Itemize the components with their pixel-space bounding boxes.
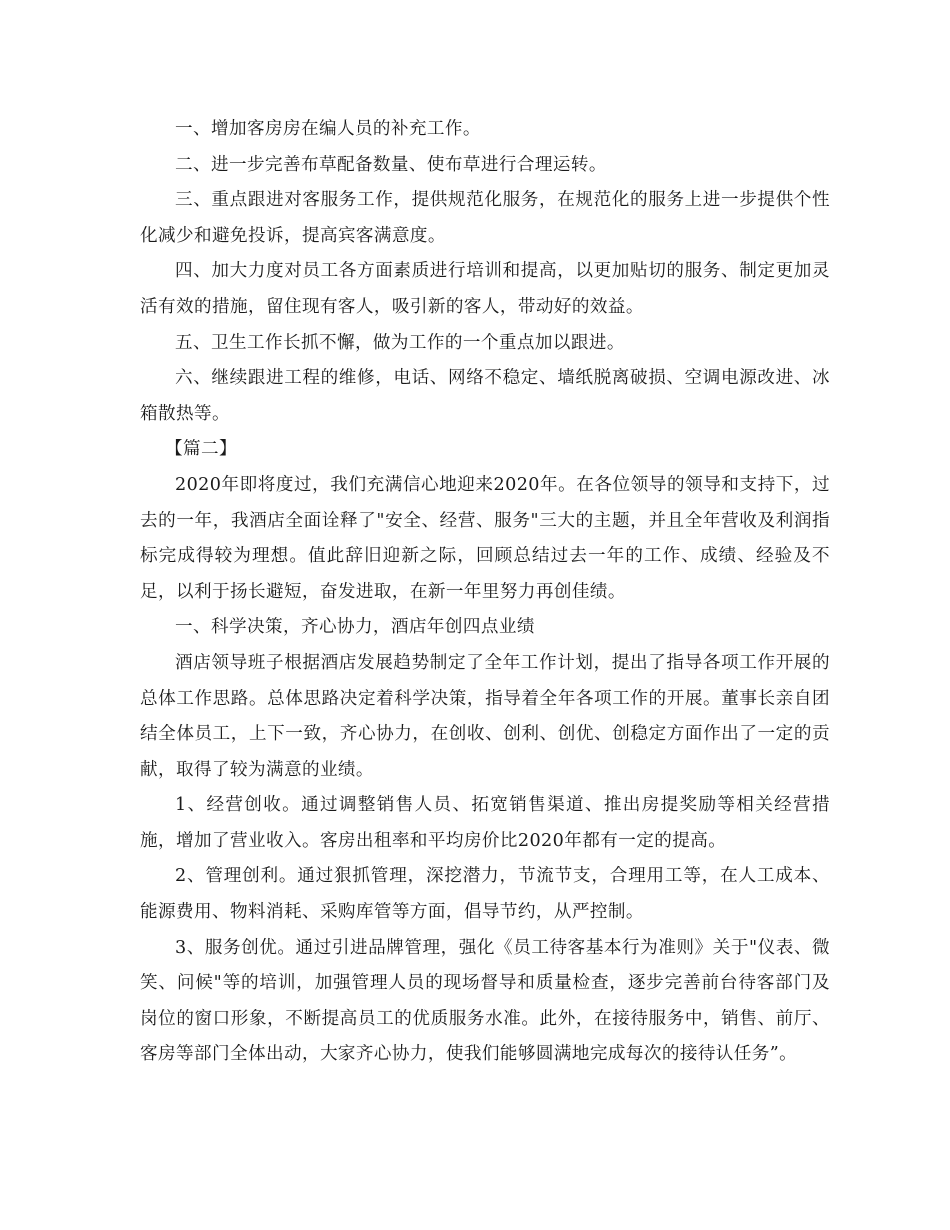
- paragraph-4: 四、加大力度对员工各方面素质进行培训和提高，以更加贴切的服务、制定更加灵活有效的措施，留住现有客人，吸引新的客人，带动好的效益。: [140, 261, 830, 317]
- paragraph-management: 2、管理创利。通过狠抓管理，深挖潜力，节流节支，合理用工等，在人工成本、能源费用、物料消耗、采购库管等方面，倡导节约，从严控制。: [140, 866, 830, 923]
- paragraph-revenue: 1、经营创收。通过调整销售人员、拓宽销售渠道、推出房提奖励等相关经营措施，增加了营业收入。客房出租率和平均房价比2020年都有一定的提高。: [140, 795, 830, 851]
- paragraph-5: 五、卫生工作长抓不懈，做为工作的一个重点加以跟进。: [175, 332, 625, 353]
- document-body: [140, 112, 830, 1073]
- paragraph-1: 一、增加客房房在编人员的补充工作。: [175, 119, 481, 139]
- section-heading-part-two: 【篇二】: [165, 439, 237, 460]
- paragraph-6: 六、继续跟进工程的维修，电话、网络不稳定、墙纸脱离破损、空调电源改进、冰箱散热等。: [140, 368, 830, 424]
- subheading-decision: 一、科学决策，齐心协力，酒店年创四点业绩: [175, 617, 535, 638]
- paragraph-service: 3、服务创优。通过引进品牌管理，强化《员工待客基本行为准则》关于"仪表、微笑、问候"等的培训，加强管理人员的现场督导和质量检查，逐步完善前台待客部门及岗位的窗口形象，不断提高员工的优质服务水准。此外，在接待服务中，销售、前厅、客房等部门全体出动，大家齐心协力，使我们能够圆满地完成每次的接待认任务”。: [140, 937, 830, 1065]
- paragraph-3: 三、重点跟进对客服务工作，提供规范化服务，在规范化的服务上进一步提供个性化减少和避免投诉，提高宾客满意度。: [140, 190, 830, 246]
- paragraph-leadership: 酒店领导班子根据酒店发展趋势制定了全年工作计划，提出了指导各项工作开展的总体工作思路。总体思路决定着科学决策，指导着全年各项工作的开展。董事长亲自团结全体员工，上下一致，齐心协力，在创收、创利、创优、创稳定方面作出了一定的贡献，取得了较为满意的业绩。: [140, 652, 830, 780]
- paragraph-intro: 2020年即将度过，我们充满信心地迎来2020年。在各位领导的领导和支持下，过去的一年，我酒店全面诠释了"安全、经营、服务"三大的主题，并且全年营收及利润指标完成得较为理想。值此辞旧迎新之际，回顾总结过去一年的工作、成绩、经验及不足，以利于扬长避短，奋发进取，在新一年里努力再创佳绩。: [140, 474, 830, 602]
- paragraph-2: 二、进一步完善布草配备数量、使布草进行合理运转。: [175, 154, 607, 175]
